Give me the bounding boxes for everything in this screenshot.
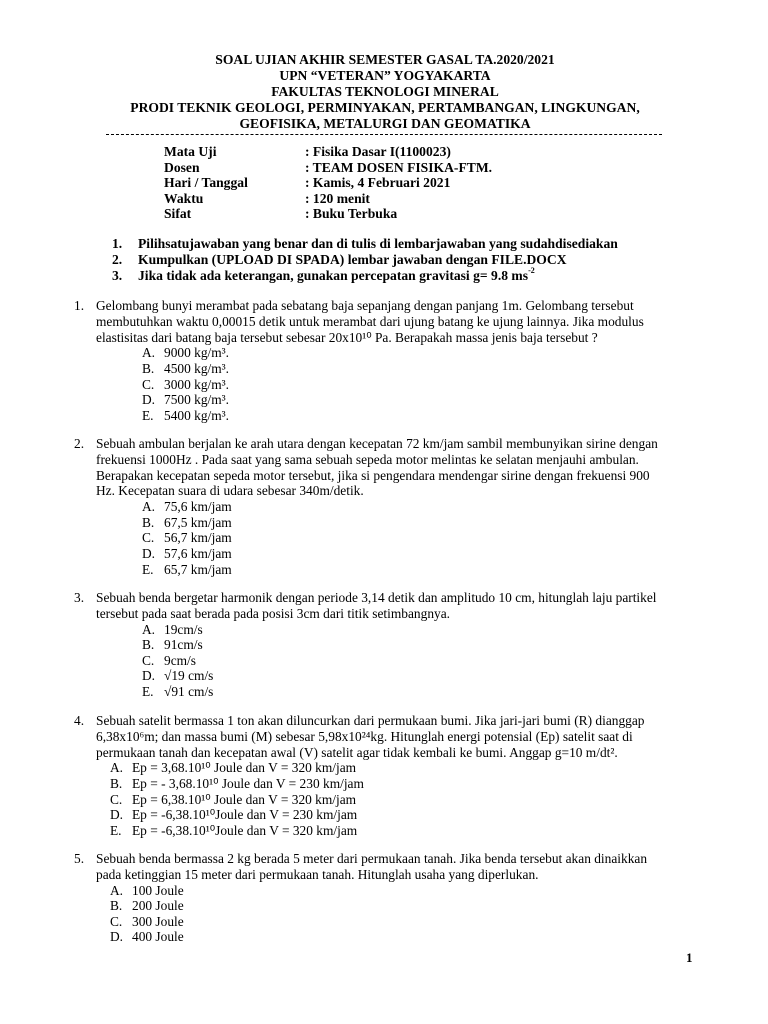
- programs-line-1: PRODI TEKNIK GEOLOGI, PERMINYAKAN, PERTAMBANGAN, LINGKUNGAN,: [130, 100, 640, 115]
- option-text: 56,7 km/jam: [164, 530, 232, 546]
- option-letter: A.: [110, 882, 124, 898]
- question-text: tersebut pada saat berada pada posisi 3cm dari titik setimbangnya.: [96, 605, 450, 621]
- question-text: Sebuah benda bergetar harmonik dengan periode 3,14 detik dan amplitudo 10 cm, hitunglah laju partikel: [96, 590, 657, 605]
- option-text: Ep = 6,38.10¹⁰ Joule dan V = 320 km/jam: [132, 791, 357, 807]
- option-item: [110, 760, 696, 776]
- options-list: [142, 622, 696, 700]
- question-text: Sebuah ambulan berjalan ke arah utara dengan kecepatan 72 km/jam sambil membunyikan sirine dengan: [96, 436, 658, 451]
- option-item: [142, 562, 696, 578]
- option-item: [110, 929, 696, 945]
- options-list: [110, 883, 696, 945]
- option-letter: B.: [110, 898, 123, 914]
- option-item: [142, 622, 696, 638]
- option-letter: B.: [142, 360, 155, 376]
- question-number: 3.: [74, 590, 85, 605]
- option-text: √91 cm/s: [164, 683, 214, 699]
- option-item: [142, 653, 696, 669]
- option-letter: A.: [142, 621, 156, 637]
- option-item: [110, 823, 696, 839]
- question-text: permukaan tanah dan kecepatan awal (V) satelit agar tidak kembali ke bumi. Anggap g=10 m/dt².: [96, 744, 618, 760]
- option-letter: B.: [142, 514, 155, 530]
- question-text: Hz. Kecepatan suara di udara sebesar 340m/detik.: [96, 483, 364, 499]
- option-text: 91cm/s: [164, 637, 203, 653]
- exam-info: [164, 144, 492, 222]
- question-text: Gelombang bunyi merambat pada sebatang baja sepanjang dengan panjang 1m. Gelombang tersebut: [96, 298, 634, 313]
- option-text: Ep = -6,38.10¹⁰Joule dan V = 320 km/jam: [132, 822, 358, 838]
- instruction-superscript: -2: [528, 266, 535, 276]
- info-row-lecturer: [164, 160, 492, 176]
- question-text: frekuensi 1000Hz . Pada saat yang sama sebuah sepeda motor melintas ke selatan menjauhi ambulan.: [96, 451, 639, 467]
- option-text: 5400 kg/m³.: [164, 407, 230, 423]
- faculty-name: FAKULTAS TEKNOLOGI MINERAL: [271, 84, 499, 99]
- question-3: [74, 590, 696, 700]
- option-text: Ep = -6,38.10¹⁰Joule dan V = 230 km/jam: [132, 807, 358, 823]
- info-value: : Kamis, 4 Februari 2021: [305, 175, 451, 191]
- option-letter: D.: [110, 807, 124, 823]
- option-text: 65,7 km/jam: [164, 561, 232, 577]
- options-list: [142, 499, 696, 577]
- option-text: 7500 kg/m³.: [164, 392, 230, 408]
- question-2: [74, 436, 696, 577]
- option-text: 9cm/s: [164, 652, 196, 668]
- option-letter: D.: [142, 545, 156, 561]
- question-5: [74, 851, 696, 945]
- option-item: [142, 515, 696, 531]
- option-text: 75,6 km/jam: [164, 499, 232, 515]
- option-letter: A.: [142, 345, 156, 361]
- option-item: [110, 807, 696, 823]
- option-text: 19cm/s: [164, 621, 203, 637]
- question-number: 1.: [74, 298, 85, 313]
- option-letter: D.: [110, 929, 124, 945]
- option-text: 100 Joule: [132, 882, 184, 898]
- instruction-number: 1.: [112, 236, 123, 251]
- option-letter: E.: [142, 561, 154, 577]
- header-divider: [106, 134, 662, 135]
- info-row-date: [164, 175, 492, 191]
- info-key: Dosen: [164, 159, 200, 175]
- question-text: Sebuah satelit bermassa 1 ton akan diluncurkan dari permukaan bumi. Jika jari-jari bumi (R) dianggap: [96, 713, 645, 728]
- option-letter: A.: [142, 499, 156, 515]
- option-item: [110, 914, 696, 930]
- info-value: : 120 menit: [305, 190, 370, 206]
- options-list: [110, 760, 696, 838]
- instruction-number: 3.: [112, 268, 123, 283]
- instruction-item: [112, 236, 618, 252]
- option-text: 200 Joule: [132, 898, 184, 914]
- option-letter: E.: [142, 407, 154, 423]
- instruction-text: Jika tidak ada keterangan, gunakan percepatan gravitasi g= 9.8 ms: [138, 268, 529, 283]
- option-text: 4500 kg/m³.: [164, 360, 230, 376]
- option-letter: B.: [110, 775, 123, 791]
- question-text: elastisitas dari batang baja tersebut sebesar 20x10¹⁰ Pa. Berapakah massa jenis baja tersebut ?: [96, 329, 598, 345]
- info-key: Mata Uji: [164, 144, 217, 159]
- question-text: Berapakan kecepatan sepeda motor tersebut, jika si pengendara mendengar sirine dengan frekuensi 900: [96, 467, 650, 483]
- option-letter: C.: [142, 652, 155, 668]
- option-letter: C.: [142, 376, 155, 392]
- instruction-text: Pilihsatujawaban yang benar dan di tulis di lembarjawaban yang sudahdisediakan: [138, 236, 618, 251]
- options-list: [142, 345, 696, 423]
- programs-line-2: GEOFISIKA, METALURGI DAN GEOMATIKA: [239, 116, 531, 131]
- option-item: [110, 898, 696, 914]
- info-row-nature: [164, 206, 492, 222]
- question-text: 6,38x10⁶m; dan massa bumi (M) sebesar 5,98x10²⁴kg. Hitunglah energi potensial (Ep) satelit saat di: [96, 728, 633, 744]
- instruction-number: 2.: [112, 252, 123, 267]
- option-item: [142, 668, 696, 684]
- info-row-subject: [164, 144, 492, 160]
- instruction-item: [112, 252, 618, 268]
- info-value: : Fisika Dasar I(1100023): [305, 144, 451, 159]
- question-text: Sebuah benda bermassa 2 kg berada 5 meter dari permukaan tanah. Jika benda tersebut akan dinaikkan: [96, 851, 648, 866]
- question-number: 2.: [74, 436, 85, 451]
- option-item: [142, 637, 696, 653]
- option-item: [110, 792, 696, 808]
- info-key: Waktu: [164, 190, 204, 206]
- option-letter: C.: [142, 530, 155, 546]
- question-text: pada ketinggian 15 meter dari permukaan tanah. Hitunglah usaha yang diperlukan.: [96, 866, 539, 882]
- option-text: 3000 kg/m³.: [164, 376, 230, 392]
- option-text: 300 Joule: [132, 913, 184, 929]
- info-row-duration: [164, 191, 492, 207]
- exam-title: SOAL UJIAN AKHIR SEMESTER GASAL TA.2020/2021: [215, 52, 555, 67]
- option-text: 9000 kg/m³.: [164, 345, 230, 361]
- info-key: Hari / Tanggal: [164, 175, 248, 191]
- option-letter: B.: [142, 637, 155, 653]
- option-item: [142, 345, 696, 361]
- info-value: : TEAM DOSEN FISIKA-FTM.: [305, 159, 493, 175]
- info-value: : Buku Terbuka: [305, 206, 398, 222]
- option-item: [142, 377, 696, 393]
- question-number: 4.: [74, 713, 85, 728]
- option-letter: E.: [110, 822, 122, 838]
- option-item: [142, 392, 696, 408]
- option-letter: D.: [142, 668, 156, 684]
- option-text: Ep = 3,68.10¹⁰ Joule dan V = 320 km/jam: [132, 760, 357, 776]
- university-name: UPN “VETERAN” YOGYAKARTA: [279, 68, 491, 83]
- info-key: Sifat: [164, 206, 192, 222]
- option-text: 400 Joule: [132, 929, 184, 945]
- option-text: √19 cm/s: [164, 668, 214, 684]
- question-1: [74, 298, 696, 423]
- option-item: [142, 530, 696, 546]
- option-item: [110, 776, 696, 792]
- question-number: 5.: [74, 851, 85, 866]
- option-letter: A.: [110, 760, 124, 776]
- instruction-item: [112, 268, 618, 284]
- option-letter: C.: [110, 913, 123, 929]
- option-text: 67,5 km/jam: [164, 514, 232, 530]
- option-item: [142, 546, 696, 562]
- option-text: 57,6 km/jam: [164, 545, 232, 561]
- option-item: [142, 361, 696, 377]
- question-4: [74, 713, 696, 838]
- option-letter: D.: [142, 392, 156, 408]
- option-text: Ep = - 3,68.10¹⁰ Joule dan V = 230 km/jam: [132, 775, 364, 791]
- option-item: [142, 408, 696, 424]
- option-letter: C.: [110, 791, 123, 807]
- instructions: [112, 236, 618, 284]
- option-item: [142, 499, 696, 515]
- option-item: [110, 883, 696, 899]
- page-number: 1: [686, 950, 693, 965]
- question-text: membutuhkan waktu 0,00015 detik untuk merambat dari ujung batang ke ujung lainnya. Jika modulus: [96, 313, 644, 329]
- option-letter: E.: [142, 683, 154, 699]
- option-item: [142, 684, 696, 700]
- instruction-text: Kumpulkan (UPLOAD DI SPADA) lembar jawaban dengan FILE.DOCX: [138, 252, 567, 267]
